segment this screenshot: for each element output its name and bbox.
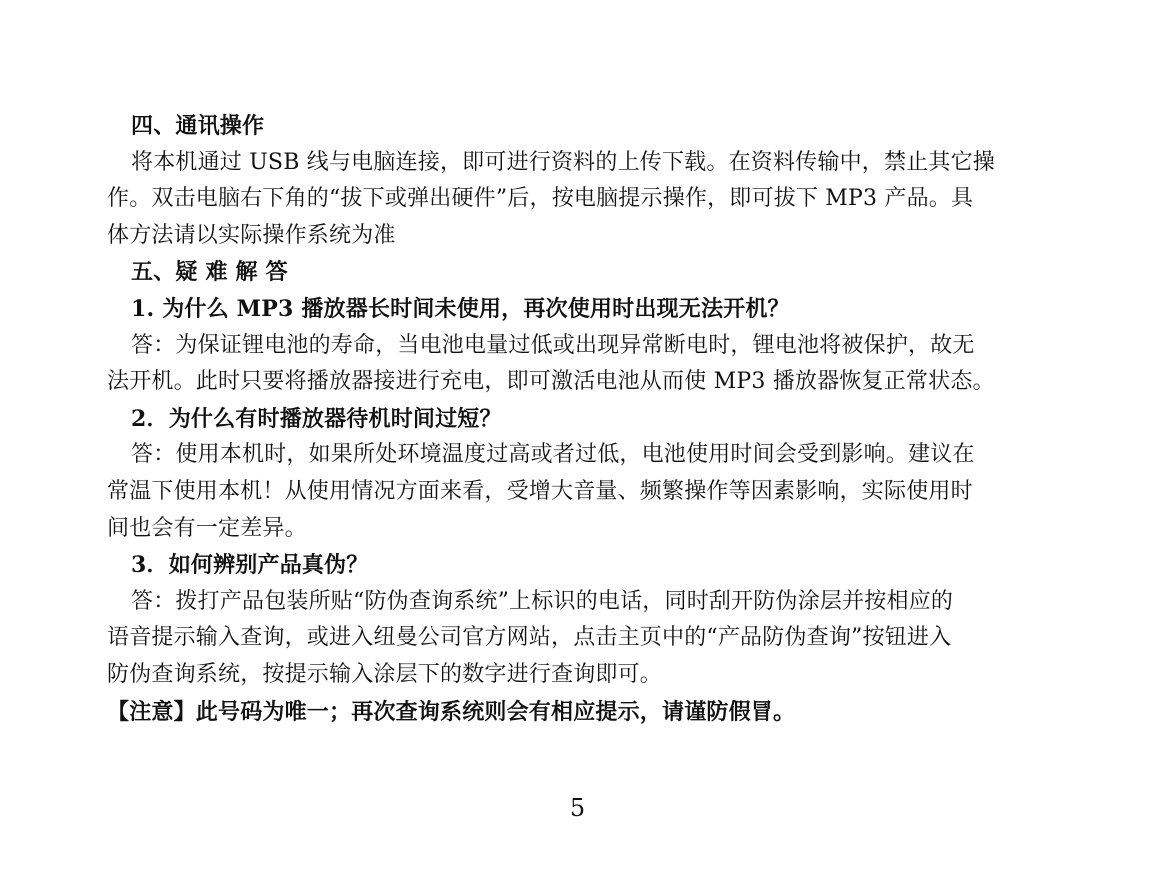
paragraph-line: 作。双击电脑右下角的“拔下或弹出硬件”后，按电脑提示操作，即可拔下 MP3 产品。具 [107, 186, 974, 212]
page-content [107, 108, 1047, 730]
section-heading-troubleshooting: 五、疑 难 解 答 [131, 259, 288, 286]
paragraph-line: 将本机通过 USB 线与电脑连接，即可进行资料的上传下载。在资料传输中，禁止其它操 [131, 149, 995, 175]
faq-answer-line: 答：使用本机时，如果所处环境温度过高或者过低，电池使用时间会受到影响。建议在 [131, 442, 975, 468]
paragraph-line: 体方法请以实际操作系统为准 [107, 222, 396, 248]
faq-question-1: 1. 为什么 MP3 播放器长时间未使用，再次使用时出现无法开机？ [131, 295, 790, 322]
faq-answer-line: 常温下使用本机！从使用情况方面来看，受增大音量、频繁操作等因素影响，实际使用时 [107, 478, 973, 504]
faq-question-2: 2．为什么有时播放器待机时间过短？ [131, 405, 502, 432]
faq-answer-line: 法开机。此时只要将播放器接进行充电，即可激活电池从而使 MP3 播放器恢复正常状态。 [107, 369, 995, 395]
page-number: 5 [569, 794, 586, 822]
notice-text: 【注意】此号码为唯一；再次查询系统则会有相应提示，请谨防假冒。 [107, 698, 796, 725]
faq-answer-line: 答：为保证锂电池的寿命，当电池电量过低或出现异常断电时，锂电池将被保护，故无 [131, 332, 975, 358]
faq-answer-line: 语音提示输入查询，或进入纽曼公司官方网站，点击主页中的“产品防伪查询”按钮进入 [107, 625, 952, 651]
faq-answer-line: 答：拨打产品包装所贴“防伪查询系统”上标识的电话，同时刮开防伪涂层并按相应的 [131, 588, 954, 614]
faq-answer-line: 间也会有一定差异。 [107, 515, 307, 541]
section-heading-communication: 四、通讯操作 [131, 113, 265, 139]
faq-answer-line: 防伪查询系统，按提示输入涂层下的数字进行查询即可。 [107, 661, 663, 687]
faq-question-3: 3．如何辨别产品真伪？ [131, 552, 369, 579]
